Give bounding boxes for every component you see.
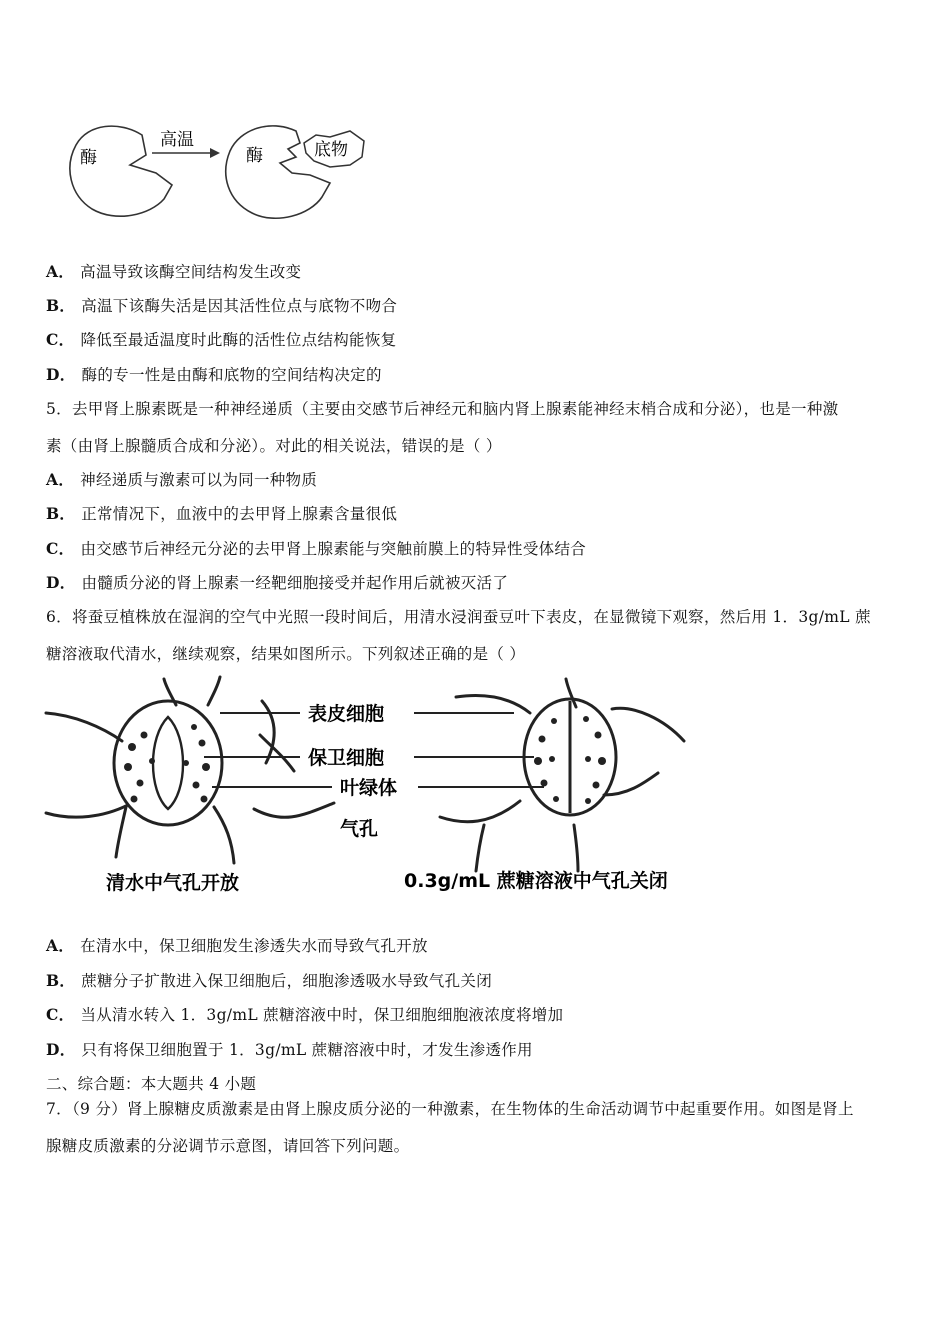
caption-open: 清水中气孔开放 (106, 872, 240, 894)
q4-option-c (46, 328, 396, 350)
guard-cells-closed (524, 699, 616, 815)
option-letter: D． (46, 573, 76, 592)
q5-option-b (46, 502, 397, 524)
q7-stem-line1: 7．（9 分）肾上腺糖皮质激素是由肾上腺皮质分泌的一种激素，在生物体的生命活动调节中起重要作用。如图是肾上 (46, 1100, 854, 1118)
option-text: 由髓质分泌的肾上腺素一经靶细胞接受并起作用后就被灭活了 (81, 574, 509, 592)
option-text: 当从清水转入 1．3g/mL 蔗糖溶液中时，保卫细胞细胞液浓度将增加 (80, 1006, 564, 1024)
option-text: 高温导致该酶空间结构发生改变 (80, 263, 302, 281)
enzyme-shape-left (70, 126, 172, 216)
option-letter: D． (46, 1040, 76, 1059)
option-text: 只有将保卫细胞置于 1．3g/mL 蔗糖溶液中时，才发生渗透作用 (81, 1041, 533, 1059)
q5-option-a (46, 468, 317, 490)
option-text: 酶的专一性是由酶和底物的空间结构决定的 (81, 366, 382, 384)
arrow-head (210, 148, 220, 158)
option-letter: A． (46, 262, 75, 281)
option-letter: A． (46, 936, 75, 955)
q5-stem-line2: 素（由肾上腺髓质合成和分泌）。对此的相关说法，错误的是（ ） (46, 437, 502, 455)
label-stoma: 气孔 (340, 818, 379, 840)
option-letter: C． (46, 539, 75, 558)
q6-option-d (46, 1038, 533, 1060)
caption-closed: 0.3g/mL 蔗糖溶液中气孔关闭 (404, 870, 668, 892)
enzyme-figure (60, 115, 380, 225)
q4-option-a (46, 260, 301, 282)
q5-option-d (46, 571, 508, 593)
option-text: 高温下该酶失活是因其活性位点与底物不吻合 (81, 297, 398, 315)
q4-option-b (46, 294, 397, 316)
q6-stem-line1: 6．将蚕豆植株放在湿润的空气中光照一段时间后，用清水浸润蚕豆叶下表皮，在显微镜下观察，然后用 1．3g/mL 蔗 (46, 608, 871, 626)
option-text: 正常情况下，血液中的去甲肾上腺素含量很低 (81, 505, 398, 523)
label-epidermis: 表皮细胞 (308, 703, 385, 725)
q4-option-d (46, 363, 382, 385)
chloroplasts-left (124, 724, 210, 803)
enzyme-label-left: 酶 (80, 148, 97, 168)
option-text: 在清水中，保卫细胞发生渗透失水而导致气孔开放 (80, 937, 428, 955)
option-text: 降低至最适温度时此酶的活性位点结构能恢复 (80, 331, 397, 349)
option-letter: C． (46, 330, 75, 349)
q7-stem-line2: 腺糖皮质激素的分泌调节示意图，请回答下列问题。 (46, 1137, 410, 1155)
q6-stem-line2: 糖溶液取代清水，继续观察，结果如图所示。下列叙述正确的是（ ） (46, 645, 526, 663)
q5-stem-line1: 5．去甲肾上腺素既是一种神经递质（主要由交感节后神经元和脑内肾上腺素能神经末梢合成和分泌），也是一种激 (46, 400, 839, 418)
option-letter: D． (46, 365, 76, 384)
option-letter: A． (46, 470, 75, 489)
stomata-figure (44, 675, 714, 900)
option-letter: B． (46, 971, 76, 990)
arrow-label: 高温 (160, 130, 194, 150)
option-letter: B． (46, 504, 76, 523)
q5-option-c (46, 537, 586, 559)
q6-option-b (46, 969, 492, 991)
enzyme-label-right: 酶 (246, 146, 263, 166)
q6-option-a (46, 934, 428, 956)
option-letter: B． (46, 296, 76, 315)
section-heading: 二、综合题：本大题共 4 小题 (46, 1075, 257, 1093)
substrate-label: 底物 (314, 140, 348, 160)
q6-option-c (46, 1003, 563, 1025)
option-text: 由交感节后神经元分泌的去甲肾上腺素能与突触前膜上的特异性受体结合 (80, 540, 587, 558)
guard-cells-open (114, 701, 222, 825)
label-guard-cell: 保卫细胞 (308, 747, 385, 769)
option-text: 神经递质与激素可以为同一种物质 (80, 471, 318, 489)
label-chloroplast: 叶绿体 (340, 777, 398, 799)
option-letter: C． (46, 1005, 75, 1024)
option-text: 蔗糖分子扩散进入保卫细胞后，细胞渗透吸水导致气孔关闭 (81, 972, 493, 990)
